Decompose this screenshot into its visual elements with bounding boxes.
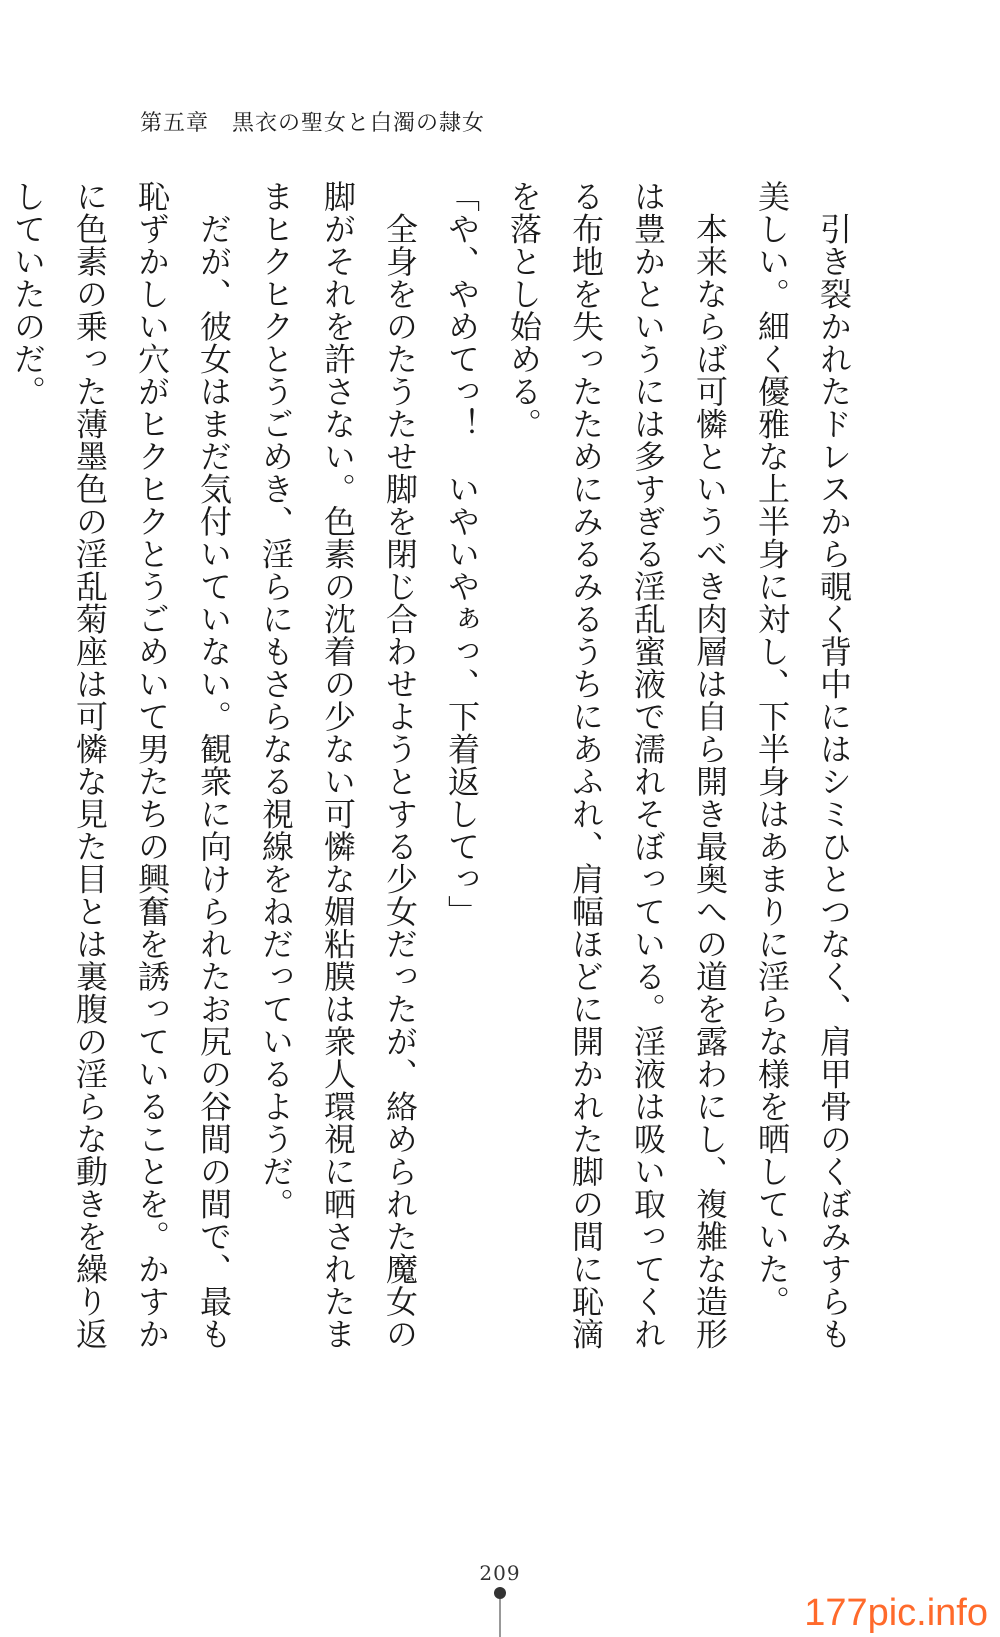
main-text: [9, 180, 865, 1360]
paragraph: 全身をのたうたせ脚を閉じ合わせようとする少女だったが、絡められた魔女の脚がそれを許さない。色素の沈着の少ない可憐な媚粘膜は衆人環視に晒されたままヒクヒクとうごめき、淫らにもさらなる視線をねだっているようだ。: [257, 180, 419, 1350]
paragraph: 引き裂かれたドレスから覗く背中にはシミひとつなく、肩甲骨のくぼみすらも美しい。細く優雅な上半身に対し、下半身はあまりに淫らな様を晒していた。: [753, 180, 853, 1350]
watermark: 177pic.info: [804, 1592, 988, 1634]
binding-line: [499, 1599, 501, 1637]
chapter-title: 第五章 黒衣の聖女と白濁の隷女: [140, 111, 486, 136]
paragraph: だが、彼女はまだ気付いていない。観衆に向けられたお尻の谷間の間で、最も恥ずかしい穴がヒクヒクとうごめいて男たちの興奮を誘っていることを。かすかに色素の乗った薄墨色の淫乱菊座は可憐な見た目とは裏腹の淫らな動きを繰り返していたのだ。: [9, 180, 233, 1350]
page-number: 209: [479, 1561, 521, 1585]
paragraph: 「や、やめてっ！ いやいやぁっ、下着返してっ」: [443, 180, 481, 928]
binding-dot-icon: [494, 1587, 506, 1599]
paragraph: 本来ならば可憐というべき肉層は自ら開き最奥への道を露わにし、複雑な造形は豊かというには多すぎる淫乱蜜液で濡れそぼっている。淫液は吸い取ってくれる布地を失ったためにみるみるうちにあふれ、肩幅ほどに開かれた脚の間に恥滴を落とし始める。: [505, 180, 729, 1350]
